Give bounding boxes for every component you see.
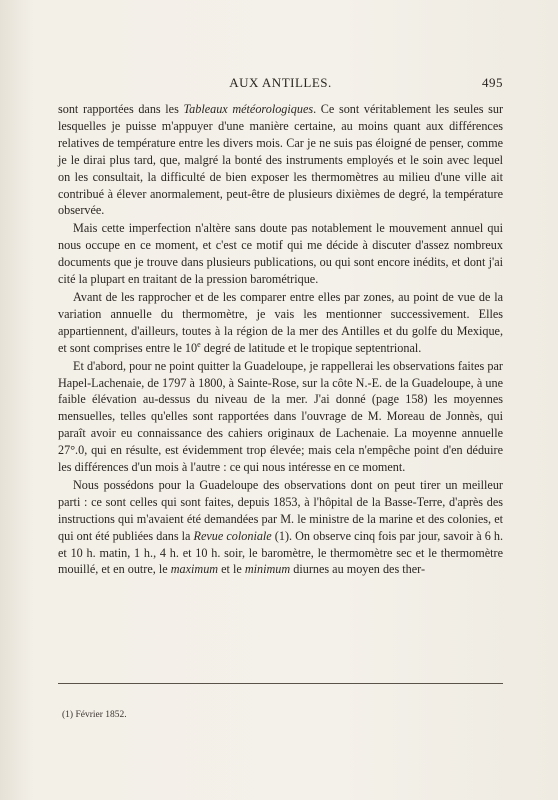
text-run: diurnes au moyen des ther- (290, 562, 425, 577)
paragraph (58, 358, 503, 476)
italic-text: Revue coloniale (193, 528, 272, 543)
footnote-divider (58, 683, 503, 684)
body-text (58, 101, 503, 579)
text-run: degré de latitude et le tropique septentrional. (200, 340, 422, 355)
paragraph (58, 101, 503, 219)
text-run: sont rapportées dans les (58, 102, 184, 116)
italic-text: minimum (244, 562, 291, 577)
text-run: . Ce sont véritablement les seules sur lesquelles je puisse m'appuyer d'une manière certaine, au moins quant aux différences relatives de température entre les divers mois. Car je ne suis pas éloigné de penser, comme je le dirai plus tard, que, malgré la bonté des instruments employés et le soin avec lequel on les consultait, la difficulté de bien exposer les thermomètres au milieu d'une ville ait contribué à élever anormalement, peut-être de plusieurs dixièmes de degré, la température observée. (58, 102, 504, 218)
running-head: AUX ANTILLES. (229, 75, 332, 90)
paragraph (58, 477, 503, 578)
text-run: Et d'abord, pour ne point quitter la Guadeloupe, je rappellerai les observations faites par Hapel-Lachenaie, de 1797 à 1800, à Sainte-Rose, sur la côte N.-E. de la Guadeloupe, à une faible élévation au-dessus du niveau de la mer. J'ai donné (page 158) les moyennes mensuelles, telles qu'elles sont rapportées dans l'ouvrage de M. Moreau de Jonnès, qui paraît avoir eu connaissance des cahiers originaux de Lachenaie. La moyenne annuelle 27°.0, qui en résulte, est évidemment trop élevée; mais cela n'empêche point d'en déduire les différences d'un mois à l'autre : ce qui nous intéresse en ce moment. (58, 358, 503, 475)
italic-text: Tableaux météorologiques (183, 102, 314, 116)
text-run: (1). On observe cinq fois par jour, savoir à 6 h. et 10 h. matin, 1 h., 4 h. et 10 h. soir, le baromètre, le thermomètre sec et le thermomètre mouillé, et en outre, le (58, 528, 504, 577)
footnote: (1) Février 1852. (62, 710, 127, 720)
paragraph (58, 220, 503, 288)
text-run: Mais cette imperfection n'altère sans doute pas notablement le mouvement annuel qui nous occupe en ce moment, et c'est ce motif qui me décide à discuter d'assez nombreux documents que je trouve dans plusieurs publications, ou qui sont encore inédits, et dont j'ai cité la plupart en traitant de la pression barométrique. (58, 221, 503, 287)
paragraph (58, 289, 503, 357)
italic-text: maximum (170, 562, 219, 577)
superscript: e (197, 339, 201, 349)
text-run: Nous possédons pour la Guadeloupe des observations dont on peut tirer un meilleur parti : ce sont celles qui sont faites, depuis 1853, à l'hôpital de la Basse-Terre, d'après des instructions qui m'avaient été demandées par M. le ministre de la marine et des colonies, et qui ont été publiées dans la (58, 477, 503, 543)
text-run: et le (218, 562, 245, 577)
page-number: 495 (482, 75, 503, 90)
text-run: Avant de les rapprocher et de les comparer entre elles par zones, au point de vue de la variation annuelle du thermomètre, je vais les mentionner successivement. Elles appartiennent, d'ailleurs, toutes à la région de la mer des Antilles et du golfe du Mexique, et sont comprises entre le 10 (58, 289, 503, 355)
page-header (58, 75, 503, 91)
